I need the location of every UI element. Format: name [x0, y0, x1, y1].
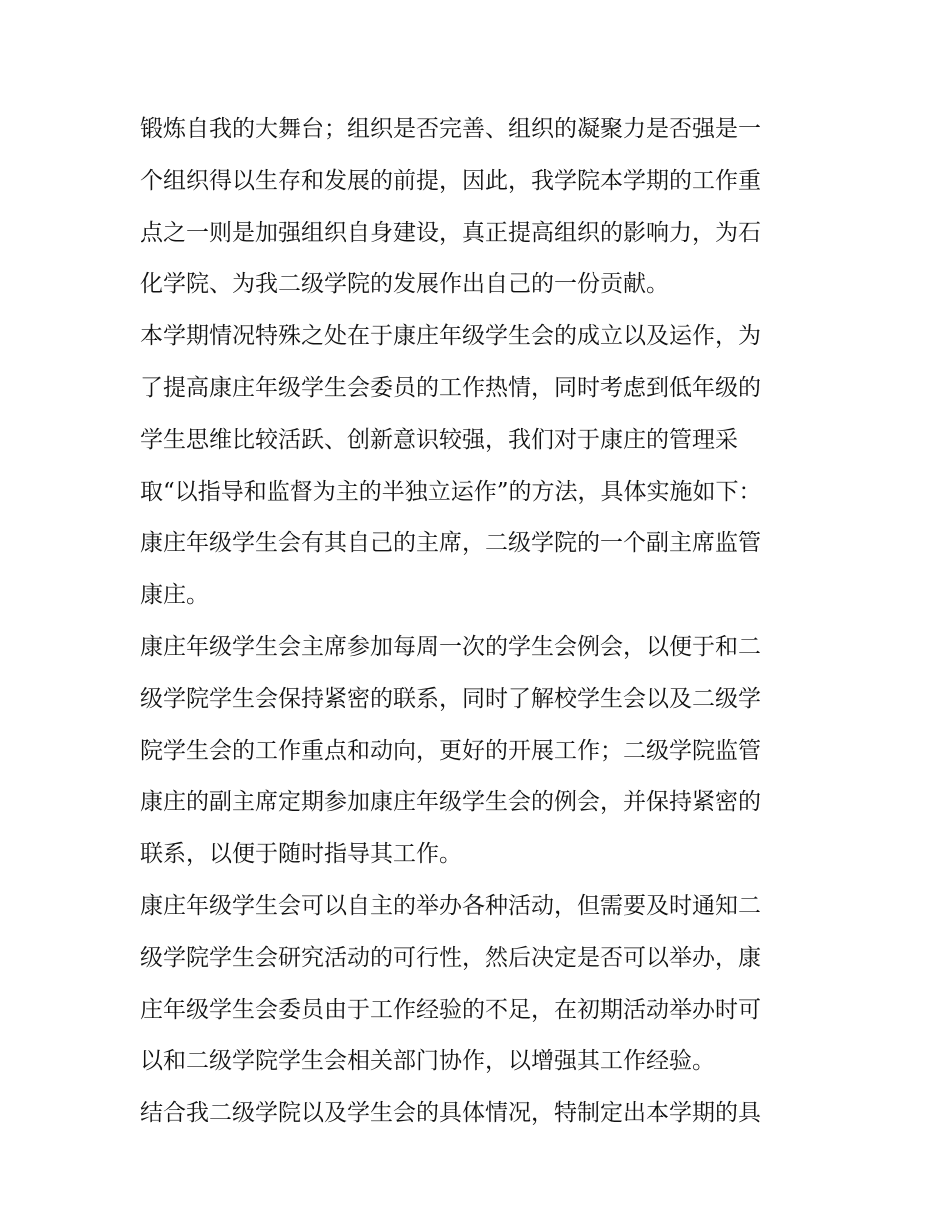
text-line: 康庄年级学生会主席参加每周一次的学生会例会，以便于和二 [140, 633, 761, 660]
text-line: 化学院、为我二级学院的发展作出自己的一份贡献。 [140, 271, 669, 298]
text-line: 庄年级学生会委员由于工作经验的不足，在初期活动举办时可 [140, 996, 761, 1023]
text-line: 锻炼自我的大舞台；组织是否完善、组织的凝聚力是否强是一 [140, 116, 761, 142]
body-text [140, 104, 820, 1140]
text-line: 点之一则是加强组织自身建设，真正提高组织的影响力，为石 [140, 219, 761, 246]
text-line: 本学期情况特殊之处在于康庄年级学生会的成立以及运作，为 [140, 323, 761, 350]
text-line: 结合我二级学院以及学生会的具体情况，特制定出本学期的具 [140, 1100, 761, 1127]
text-line: 级学院学生会保持紧密的联系，同时了解校学生会以及二级学 [140, 685, 761, 712]
text-line: 个组织得以生存和发展的前提，因此，我学院本学期的工作重 [140, 167, 761, 194]
text-line: 康庄年级学生会有其自己的主席，二级学院的一个副主席监管 [140, 530, 761, 557]
text-line: 学生思维比较活跃、创新意识较强，我们对于康庄的管理采 [140, 426, 738, 453]
text-line: 联系，以便于随时指导其工作。 [140, 841, 462, 868]
text-line: 康庄。 [140, 582, 209, 609]
text-line: 了提高康庄年级学生会委员的工作热情，同时考虑到低年级的 [140, 374, 761, 401]
text-line: 取“以指导和监督为主的半独立运作”的方法，具体实施如下： [140, 478, 762, 505]
text-line: 康庄的副主席定期参加康庄年级学生会的例会，并保持紧密的 [140, 789, 761, 816]
text-line: 以和二级学院学生会相关部门协作，以增强其工作经验。 [140, 1048, 715, 1075]
text-line: 级学院学生会研究活动的可行性，然后决定是否可以举办，康 [140, 944, 761, 971]
text-line: 院学生会的工作重点和动向，更好的开展工作；二级学院监管 [140, 737, 761, 764]
text-line: 康庄年级学生会可以自主的举办各种活动，但需要及时通知二 [140, 892, 761, 919]
